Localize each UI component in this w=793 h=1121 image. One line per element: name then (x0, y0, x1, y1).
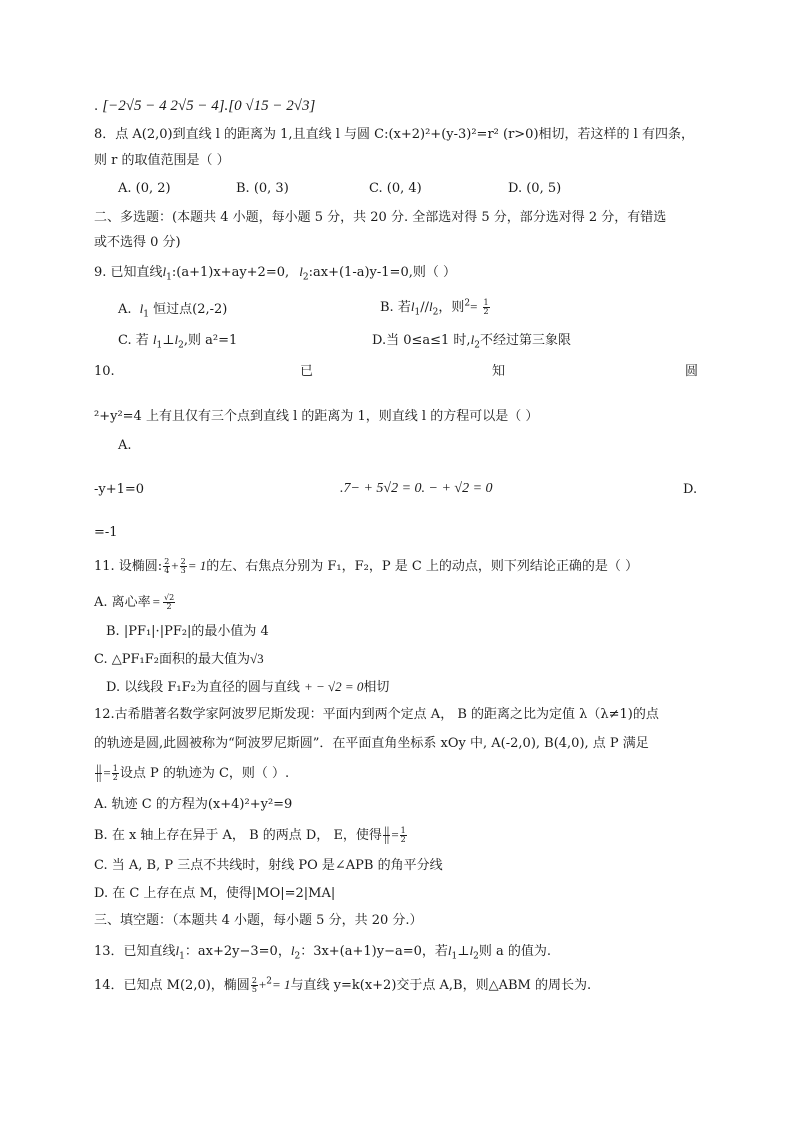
q9-option-c-label: C. 若 (118, 333, 149, 348)
q10-fragment-left: -y+1=0 (94, 482, 145, 497)
q13-prefix: 13．已知直线 (94, 944, 176, 959)
q13-suffix: 则 a 的值为. (478, 944, 552, 959)
q11-fraction-1: $\frac{2}{4}$ (164, 557, 170, 575)
q9-option-d-l2-sub: 2 (474, 340, 480, 351)
q11-plus: + (171, 558, 179, 573)
q12-option-b (94, 826, 408, 845)
q9-option-d (372, 331, 571, 350)
q14-square: 2 (266, 976, 272, 987)
q12-option-b-value: $\frac{1}{2}$ (400, 826, 406, 844)
q8-stem-line2: 则 r 的取值范围是（ ） (94, 153, 230, 168)
q13-l2: l (290, 943, 295, 958)
q9-option-c-text: ,则 a²=1 (183, 333, 238, 348)
q9-option-b (380, 298, 491, 317)
q10-word-1: 已 (300, 364, 314, 379)
q13-l2-eq: ：3x+(a+1)y−a=0，若 (300, 944, 448, 959)
q14-prefix: 14．已知点 M(2,0)，椭圆 (94, 978, 250, 993)
q12-ratio-fraction: || || (96, 764, 102, 782)
q13-l1: l (175, 943, 180, 958)
q9-option-c-l1-sub: 1 (156, 340, 163, 351)
q13-cond-l2: l (469, 943, 474, 958)
q11-option-a-label: A. 离心率 (94, 595, 151, 610)
q9-l2-equation: :ax+(1-a)y-1=0,则（ ） (308, 265, 456, 280)
q9-option-a-l1-sub: 1 (143, 309, 150, 320)
q11-option-d (106, 678, 389, 697)
q11-eq: = 1 (187, 558, 207, 573)
q11-stem (94, 557, 638, 576)
q9-option-b-l1: l (410, 299, 415, 314)
q8-option-d: D. (0, 5) (508, 181, 562, 196)
q13-cond-l1: l (447, 943, 452, 958)
q10-option-d: D. (683, 482, 698, 497)
section3-heading: 三、填空题：（本题共 4 小题，每小题 5 分，共 20 分.） (94, 913, 423, 928)
q8-option-a: A. (0, 2) (118, 181, 171, 196)
q8-option-c: C. (0, 4) (369, 181, 422, 196)
q9-option-a-l1: l (139, 301, 144, 316)
q9-option-c-l1: l (152, 332, 157, 347)
q12-stem-line1: 12.古希腊著名数学家阿波罗尼斯发现：平面内到两个定点 A， B 的距离之比为定值 λ（λ≠1)的点 (94, 707, 659, 722)
q12-stem-line3 (94, 764, 289, 783)
q9-option-d-text: D.当 0≤a≤1 时, (372, 333, 471, 348)
q9-l1-equation: :(a+1)x+ay+2=0, (171, 265, 290, 280)
q8-stem-line1: 8．点 A(2,0)到直线 l 的距离为 1,且直线 l 与圆 C:(x+2)²+(y-3)²=r² (r>0)相切，若这样的 l 有四条， (94, 127, 694, 142)
q9-option-c-l2-sub: 2 (178, 340, 184, 351)
q9-option-d-l2: l (470, 332, 475, 347)
q9-option-b-sup: 2 (464, 298, 471, 309)
q11-option-a-eq: = (152, 594, 160, 609)
q11-option-c-value: √3 (249, 651, 264, 666)
q12-option-c: C. 当 A, B, P 三点不共线时，射线 PO 是∠APB 的角平分线 (94, 858, 443, 873)
q9-l1-symbol: l (162, 264, 167, 279)
q11-fraction-2: $\frac{2}{3}$ (180, 557, 186, 575)
q11-option-d-suffix: 相切 (363, 680, 390, 695)
section2-heading-line2: 或不选得 0 分) (94, 235, 181, 250)
q9-stem-prefix: 9. 已知直线 (94, 265, 163, 280)
q13-stem (94, 942, 551, 961)
q13-cond-l2-sub: 2 (473, 951, 479, 962)
q14-plus: + (258, 977, 267, 992)
q9-option-b-then: ，则 (438, 300, 465, 315)
q13-l1-eq: ：ax+2y−3=0， (184, 944, 291, 959)
q13-l1-sub: 1 (179, 951, 185, 962)
q9-option-a-text: 恒过点(2,-2) (153, 302, 228, 317)
q11-stem-prefix: 11. 设椭圆: (94, 559, 163, 574)
q8-option-b: B. (0, 3) (236, 181, 289, 196)
prev-answer-line (94, 97, 315, 116)
q14-stem (94, 976, 591, 995)
q9-option-b-label: B. 若 (380, 300, 411, 315)
q10-word-2: 知 (492, 364, 506, 379)
q11-option-d-eq: + − √2 = 0 (303, 679, 364, 694)
q11-option-b: B. |PF₁|·|PF₂|的最小值为 4 (106, 624, 269, 639)
q12-option-b-text: B. 在 x 轴上存在异于 A， B 的两点 D， E，使得 (94, 828, 382, 843)
q9-option-a (118, 300, 227, 319)
q14-eq: = 1 (271, 977, 291, 992)
q9-l2-sub: 2 (302, 272, 309, 283)
q11-option-a (94, 593, 176, 612)
q9-l1-sub: 1 (166, 272, 172, 283)
q12-stem-line2: 的轨迹是圆,此圆被称为“阿波罗尼斯圆”．在平面直角坐标系 xOy 中, A(-2,0), B(4,0), 点 P 满足 (94, 736, 649, 751)
q10-number: 10. (94, 364, 115, 379)
q9-option-c-l2: l (174, 332, 179, 347)
prefix-dot: . (94, 99, 99, 114)
q9-option-c (118, 331, 237, 350)
q12-ratio-value: $\frac{1}{2}$ (112, 764, 118, 782)
q10-option-a: A. (118, 438, 132, 453)
section2-heading-line1: 二、多选题：(本题共 4 小题，每小题 5 分，共 20 分. 全部选对得 5 分，部分选对得 2 分，有错选 (94, 210, 667, 225)
q9-option-a-label: A. (118, 302, 132, 317)
q9-option-b-fraction: $\frac{1}{2}$ (483, 298, 489, 316)
q14-fraction: $\frac{2}{5}$ (251, 976, 257, 994)
q14-suffix: 与直线 y=k(x+2)交于点 A,B，则△ABM 的周长为. (290, 978, 592, 993)
q12-option-b-fraction: || || (383, 826, 390, 844)
q9-option-b-l2: l (428, 299, 433, 314)
q9-option-b-eq: = (470, 299, 478, 314)
q11-option-c-text: C. △PF₁F₂面积的最大值为 (94, 652, 250, 667)
q13-cond-l1-sub: 1 (451, 951, 458, 962)
q10-word-3: 圆 (685, 364, 699, 379)
q12-option-d: D. 在 C 上存在点 M，使得|MO|=2|MA| (94, 886, 336, 901)
q13-perp: ⊥ (457, 944, 470, 959)
q11-option-c (94, 650, 264, 669)
q9-option-b-l2-sub: 2 (432, 307, 439, 318)
q11-stem-suffix: 的左、右焦点分别为 F₁，F₂，P 是 C 上的动点，则下列结论正确的是（ ） (206, 559, 639, 574)
q9-option-c-perp: ⊥ (162, 333, 175, 348)
q12-ratio-eq: = (103, 765, 111, 780)
q10-fragment-mid: .7− + 5√2 = 0. − + √2 = 0 (340, 481, 493, 496)
q10-fragment-last: =-1 (94, 525, 118, 540)
q9-option-d-tail: 不经过第三象限 (479, 333, 571, 348)
q12-option-a: A. 轨迹 C 的方程为(x+4)²+y²=9 (94, 797, 293, 812)
q11-option-d-text: D. 以线段 F₁F₂为直径的圆与直线 (106, 680, 300, 695)
q9-option-b-parallel: // (420, 300, 429, 315)
q11-option-a-fraction: $\frac{√2}{2}$ (164, 593, 175, 611)
q12-stem-line3-text: 设点 P 的轨迹为 C，则（ ）. (119, 766, 290, 781)
q13-l2-sub: 2 (294, 951, 301, 962)
q9-stem (94, 263, 456, 282)
q12-option-b-eq: = (391, 827, 399, 842)
q9-l2-symbol: l (299, 264, 303, 279)
interval-formula: [−2√5 − 4 2√5 − 4].[0 √15 − 2√3] (102, 98, 316, 114)
q9-option-b-l1-sub: 1 (414, 307, 421, 318)
q10-stem-line2: ²+y²=4 上有且仅有三个点到直线 l 的距离为 1，则直线 l 的方程可以是（ ） (94, 409, 539, 424)
